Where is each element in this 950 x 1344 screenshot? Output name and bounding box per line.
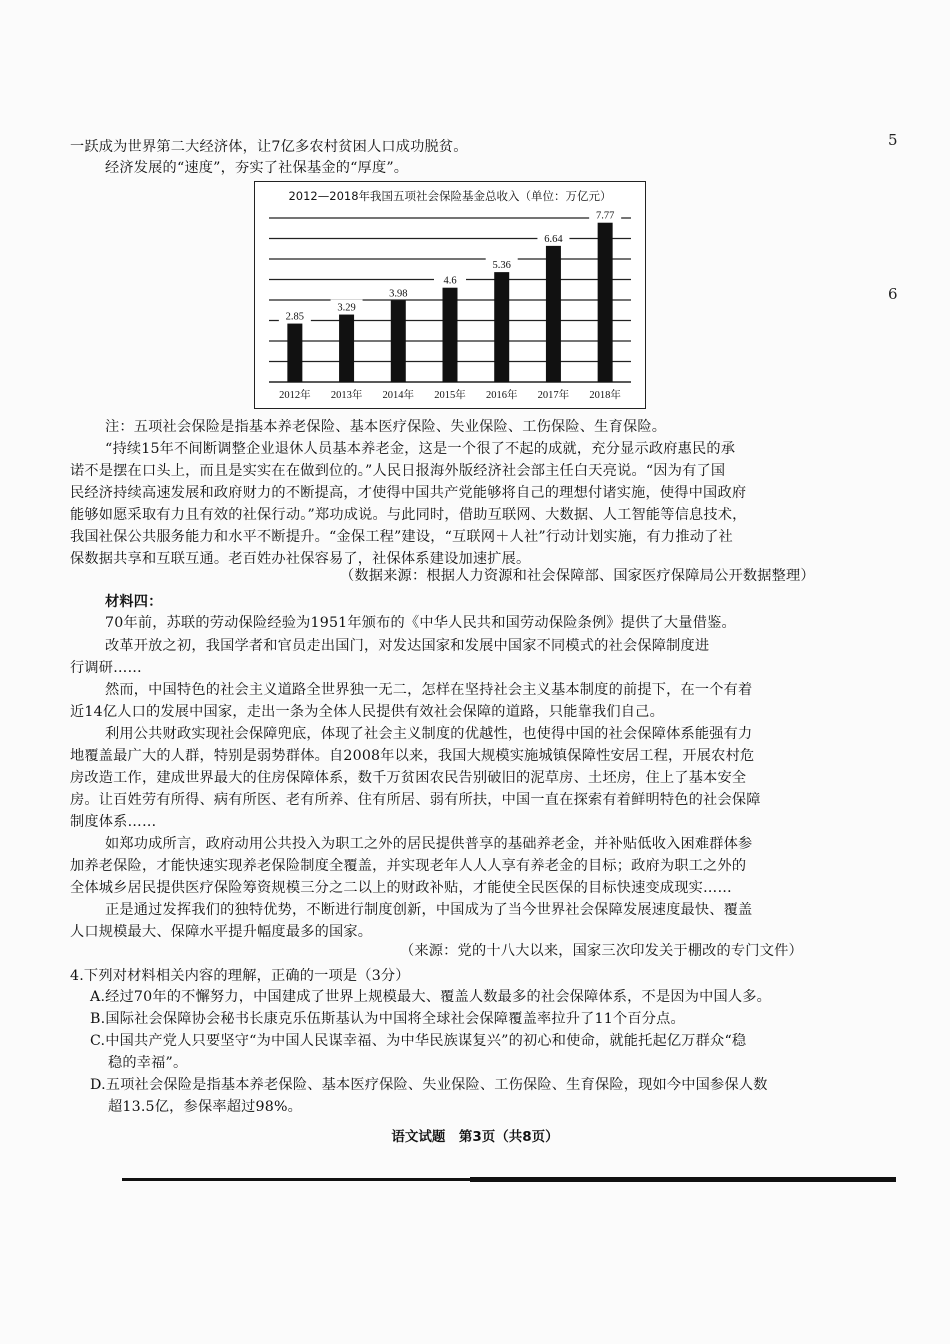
- text-line: 近14亿人口的发展中国家，走出一条为全体人民提供有效社会保障的道路，只能靠我们自己。: [70, 704, 664, 720]
- option-d-cont: 超13.5亿，参保率超过98%。: [108, 1099, 303, 1115]
- data-label: 5.36: [492, 260, 511, 272]
- x-tick-label: 2018年: [589, 390, 621, 401]
- x-tick-label: 2016年: [485, 390, 518, 401]
- data-source: （数据来源：根据人力资源和社会保障部、国家医疗保障局公开数据整理）: [340, 568, 815, 584]
- chart-plot: [255, 182, 645, 408]
- option-c-cont: 稳的幸福”。: [108, 1055, 188, 1071]
- data-label: 2.85: [285, 311, 305, 323]
- data-label: 7.77: [595, 210, 615, 222]
- chart-note: 注：五项社会保险是指基本养老保险、基本医疗保险、失业保险、工伤保险、生育保险。: [105, 419, 667, 435]
- text-line: 房改造工作，建成世界最大的住房保障体系，数千万贫困农民告别破旧的泥草房、土坯房，住上了基本安全: [70, 770, 747, 786]
- text-line: 房。让百姓劳有所得、病有所医、老有所养、住有所居、弱有所扶，中国一直在探索有着鲜明特色的社会保障: [70, 792, 761, 808]
- text-line: 保数据共享和互联互通。老百姓办社保容易了，社保体系建设加速扩展。: [70, 551, 531, 567]
- x-tick-label: 2012年: [279, 390, 311, 401]
- margin-mark: 6: [888, 285, 898, 303]
- x-tick-label: 2017年: [537, 390, 570, 401]
- bar-2014年: [391, 300, 406, 382]
- bar-2017年: [546, 246, 561, 382]
- text-line: 一跃成为世界第二大经济体，让7亿多农村贫困人口成功脱贫。: [70, 139, 468, 155]
- text-line: 利用公共财政实现社会保障兜底，体现了社会主义制度的优越性，也使得中国的社会保障体系能强有力: [105, 726, 753, 742]
- data-label: 3.98: [389, 288, 408, 300]
- text-line: 地覆盖最广大的人群，特别是弱势群体。自2008年以来，我国大规模实施城镇保障性安居工程，开展农村危: [70, 748, 755, 764]
- text-line: 改革开放之初，我国学者和官员走出国门，对发达国家和发展中国家不同模式的社会保障制度进: [105, 638, 710, 654]
- x-tick-label: 2015年: [434, 390, 466, 401]
- text-line: 诺不是摆在口头上，而且是实实在在做到位的。”人民日报海外版经济社会部主任白天亮说。“因为有了国: [70, 463, 726, 479]
- text-line: 全体城乡居民提供医疗保险筹资规模三分之二以上的财政补贴，才能使全民医保的目标快速变成现实……: [70, 880, 732, 896]
- text-line: 加养老保险，才能快速实现养老保险制度全覆盖，并实现老年人人人享有养老金的目标；政府为职工之外的: [70, 858, 747, 874]
- option-b: B.国际社会保障协会秘书长康克乐伍斯基认为中国将全球社会保障覆盖率拉升了11个百分点。: [90, 1011, 685, 1027]
- bar-2018年: [598, 223, 613, 382]
- page-footer: 语文试题 第3页（共8页）: [391, 1129, 559, 1145]
- text-line: 70年前，苏联的劳动保险经验为1951年颁布的《中华人民共和国劳动保险条例》提供了大量借鉴。: [105, 615, 736, 631]
- text-line: 行调研……: [70, 660, 142, 676]
- data-label: 3.29: [337, 302, 356, 314]
- option-a: A.经过70年的不懈努力，中国建成了世界上规模最大、覆盖人数最多的社会保障体系，不是因为中国人多。: [90, 989, 772, 1005]
- text-line: 然而，中国特色的社会主义道路全世界独一无二，怎样在坚持社会主义基本制度的前提下，在一个有着: [105, 682, 753, 698]
- x-tick-label: 2014年: [382, 390, 415, 401]
- bar-2012年: [287, 324, 302, 382]
- text-line: 民经济持续高速发展和政府财力的不断提高，才使得中国共产党能够将自己的理想付诸实施，使得中国政府: [70, 485, 747, 501]
- bottom-rule-thick: [470, 1177, 896, 1182]
- text-line: 正是通过发挥我们的独特优势，不断进行制度创新，中国成为了当今世界社会保障发展速度最快、覆盖: [105, 902, 753, 918]
- x-tick-label: 2013年: [330, 390, 363, 401]
- revenue-bar-chart: [254, 181, 646, 409]
- chart-title: 2012—2018年我国五项社会保险基金总收入（单位：万亿元）: [288, 189, 612, 203]
- section-heading: 材料四：: [105, 594, 163, 610]
- text-line: 如郑功成所言，政府动用公共投入为职工之外的居民提供普享的基础养老金，并补贴低收入困难群体参: [105, 836, 753, 852]
- data-source: （来源：党的十八大以来，国家三次印发关于棚改的专门文件）: [400, 943, 803, 959]
- bar-2013年: [339, 315, 354, 382]
- data-label: 6.64: [544, 233, 563, 245]
- text-line: 经济发展的“速度”，夯实了社保基金的“厚度”。: [105, 160, 409, 176]
- data-label: 4.6: [443, 275, 457, 287]
- text-line: 制度体系……: [70, 814, 157, 830]
- margin-mark: 5: [888, 131, 898, 149]
- option-c: C.中国共产党人只要坚守“为中国人民谋幸福、为中华民族谋复兴”的初心和使命，就能托起亿万群众“稳: [90, 1033, 747, 1049]
- text-line: 我国社保公共服务能力和水平不断提升。“金保工程”建设，“互联网＋人社”行动计划实施，有力推动了社: [70, 529, 733, 545]
- question-stem: 4.下列对材料相关内容的理解，正确的一项是（3分）: [70, 968, 410, 984]
- text-line: 人口规模最大、保障水平提升幅度最多的国家。: [70, 924, 373, 940]
- text-line: “持续15年不间断调整企业退休人员基本养老金，这是一个很了不起的成就，充分显示政府惠民的承: [105, 441, 736, 457]
- option-d: D.五项社会保险是指基本养老保险、基本医疗保险、失业保险、工伤保险、生育保险，现如今中国参保人数: [90, 1077, 768, 1093]
- bar-2015年: [443, 288, 458, 382]
- text-line: 能够如愿采取有力且有效的社保行动。”郑功成说。与此同时，借助互联网、大数据、人工智能等信息技术，: [70, 507, 747, 523]
- bar-2016年: [494, 272, 509, 382]
